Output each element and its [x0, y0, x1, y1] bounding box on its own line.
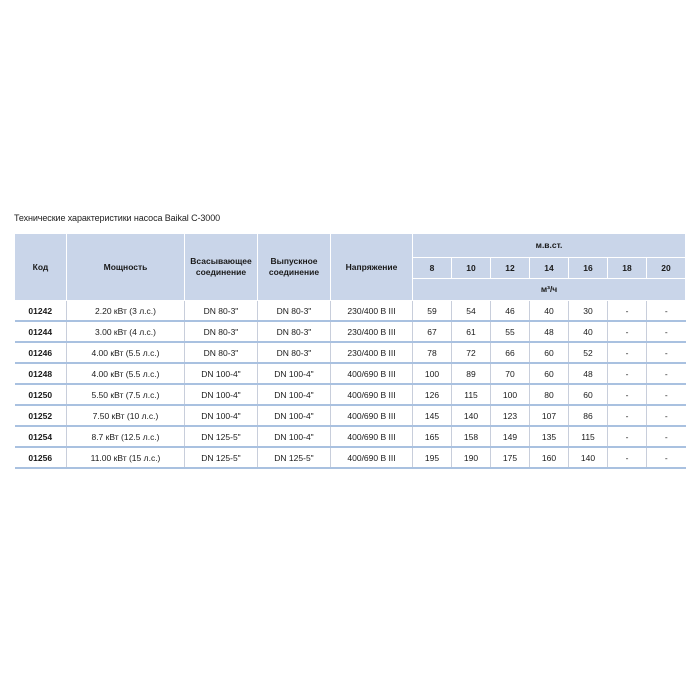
cell-code: 01242: [15, 301, 67, 322]
table-row: [15, 405, 686, 426]
cell-flow: 48: [530, 321, 569, 342]
cell-flow: -: [647, 342, 686, 363]
cell-outlet: DN 100-4": [258, 426, 331, 447]
cell-flow: -: [647, 301, 686, 322]
cell-code: 01250: [15, 384, 67, 405]
cell-flow: 123: [491, 405, 530, 426]
cell-flow: 67: [413, 321, 452, 342]
header-head-value: 10: [452, 257, 491, 279]
cell-code: 01254: [15, 426, 67, 447]
cell-outlet: DN 80-3": [258, 321, 331, 342]
cell-flow: 40: [569, 321, 608, 342]
cell-flow: 126: [413, 384, 452, 405]
cell-flow: -: [647, 363, 686, 384]
table-row: [15, 363, 686, 384]
cell-voltage: 400/690 В III: [331, 405, 413, 426]
cell-flow: 46: [491, 301, 530, 322]
cell-flow: 89: [452, 363, 491, 384]
cell-flow: -: [608, 384, 647, 405]
cell-flow: 100: [413, 363, 452, 384]
header-head-value: 20: [647, 257, 686, 279]
cell-flow: 140: [569, 447, 608, 468]
cell-flow: 149: [491, 426, 530, 447]
cell-outlet: DN 100-4": [258, 363, 331, 384]
cell-suction: DN 80-3": [185, 342, 258, 363]
cell-power: 4.00 кВт (5.5 л.с.): [67, 342, 185, 363]
cell-code: 01256: [15, 447, 67, 468]
header-power: Мощность: [67, 234, 185, 301]
cell-flow: 72: [452, 342, 491, 363]
cell-outlet: DN 125-5": [258, 447, 331, 468]
table-header: [15, 234, 686, 301]
header-flow-unit: м³/ч: [413, 279, 686, 301]
cell-suction: DN 125-5": [185, 447, 258, 468]
cell-flow: -: [608, 426, 647, 447]
header-head-value: 18: [608, 257, 647, 279]
header-head-value: 14: [530, 257, 569, 279]
table-body: [15, 301, 686, 469]
cell-flow: 158: [452, 426, 491, 447]
cell-flow: -: [647, 384, 686, 405]
cell-power: 3.00 кВт (4 л.с.): [67, 321, 185, 342]
cell-flow: 40: [530, 301, 569, 322]
cell-flow: 54: [452, 301, 491, 322]
cell-flow: -: [608, 321, 647, 342]
cell-flow: -: [608, 405, 647, 426]
cell-flow: 60: [569, 384, 608, 405]
cell-flow: -: [647, 405, 686, 426]
cell-flow: 80: [530, 384, 569, 405]
cell-flow: 60: [530, 363, 569, 384]
cell-power: 4.00 кВт (5.5 л.с.): [67, 363, 185, 384]
cell-flow: 70: [491, 363, 530, 384]
cell-voltage: 400/690 В III: [331, 384, 413, 405]
cell-flow: 160: [530, 447, 569, 468]
cell-voltage: 400/690 В III: [331, 363, 413, 384]
cell-flow: 145: [413, 405, 452, 426]
cell-code: 01248: [15, 363, 67, 384]
cell-suction: DN 125-5": [185, 426, 258, 447]
cell-voltage: 230/400 В III: [331, 342, 413, 363]
cell-flow: 115: [452, 384, 491, 405]
cell-flow: 86: [569, 405, 608, 426]
cell-voltage: 400/690 В III: [331, 426, 413, 447]
cell-power: 5.50 кВт (7.5 л.с.): [67, 384, 185, 405]
cell-power: 8.7 кВт (12.5 л.с.): [67, 426, 185, 447]
cell-flow: 195: [413, 447, 452, 468]
cell-outlet: DN 80-3": [258, 301, 331, 322]
table-row: [15, 384, 686, 405]
cell-flow: -: [608, 447, 647, 468]
table-row: [15, 342, 686, 363]
header-code: Код: [15, 234, 67, 301]
cell-voltage: 400/690 В III: [331, 447, 413, 468]
header-outlet: Выпускное соединение: [258, 234, 331, 301]
cell-flow: -: [608, 363, 647, 384]
cell-suction: DN 80-3": [185, 321, 258, 342]
cell-code: 01246: [15, 342, 67, 363]
cell-flow: 60: [530, 342, 569, 363]
cell-flow: 190: [452, 447, 491, 468]
table-row: [15, 447, 686, 468]
cell-flow: -: [647, 321, 686, 342]
table-row: [15, 321, 686, 342]
header-head-value: 12: [491, 257, 530, 279]
cell-power: 11.00 кВт (15 л.с.): [67, 447, 185, 468]
cell-flow: 52: [569, 342, 608, 363]
table-row: [15, 426, 686, 447]
cell-flow: 66: [491, 342, 530, 363]
cell-code: 01244: [15, 321, 67, 342]
cell-flow: 175: [491, 447, 530, 468]
cell-outlet: DN 80-3": [258, 342, 331, 363]
cell-suction: DN 100-4": [185, 405, 258, 426]
cell-flow: 48: [569, 363, 608, 384]
header-head-value: 16: [569, 257, 608, 279]
cell-flow: 135: [530, 426, 569, 447]
cell-flow: -: [647, 426, 686, 447]
cell-flow: 100: [491, 384, 530, 405]
cell-flow: 61: [452, 321, 491, 342]
cell-outlet: DN 100-4": [258, 405, 331, 426]
cell-flow: -: [608, 301, 647, 322]
cell-flow: 115: [569, 426, 608, 447]
cell-flow: 107: [530, 405, 569, 426]
table-caption: Технические характеристики насоса Baikal C-3000: [14, 213, 221, 223]
cell-code: 01252: [15, 405, 67, 426]
cell-suction: DN 100-4": [185, 363, 258, 384]
cell-flow: 59: [413, 301, 452, 322]
cell-power: 7.50 кВт (10 л.с.): [67, 405, 185, 426]
cell-flow: -: [608, 342, 647, 363]
cell-flow: 78: [413, 342, 452, 363]
header-head-unit: м.в.ст.: [413, 234, 686, 258]
cell-flow: 165: [413, 426, 452, 447]
cell-flow: 55: [491, 321, 530, 342]
cell-voltage: 230/400 В III: [331, 321, 413, 342]
cell-voltage: 230/400 В III: [331, 301, 413, 322]
header-head-value: 8: [413, 257, 452, 279]
cell-power: 2.20 кВт (3 л.с.): [67, 301, 185, 322]
specs-table: [14, 233, 686, 469]
cell-suction: DN 100-4": [185, 384, 258, 405]
cell-flow: 30: [569, 301, 608, 322]
header-voltage: Напряжение: [331, 234, 413, 301]
cell-outlet: DN 100-4": [258, 384, 331, 405]
header-suction: Всасывающее соединение: [185, 234, 258, 301]
cell-suction: DN 80-3": [185, 301, 258, 322]
cell-flow: -: [647, 447, 686, 468]
cell-flow: 140: [452, 405, 491, 426]
table-row: [15, 301, 686, 322]
